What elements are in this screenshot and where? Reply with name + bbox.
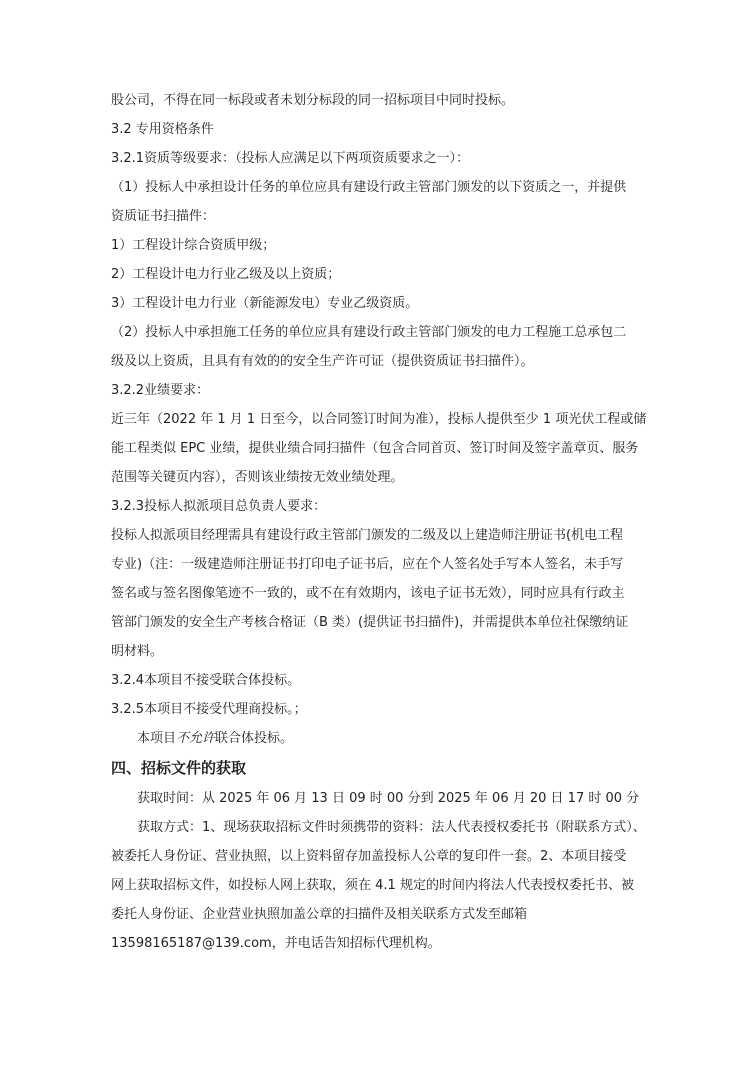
paragraph-line: （1）投标人中承担设计任务的单位应具有建设行政主管部门颁发的以下资质之一，并提供 bbox=[111, 180, 627, 195]
email-line: 13598165187@139.com，并电话告知招标代理机构。 bbox=[111, 936, 441, 951]
paragraph-line: 近三年（2022 年 1 月 1 日至今，以合同签订时间为准），投标人提供至少 1 项光伏工程或储 bbox=[111, 412, 647, 427]
paragraph-line: 资质证书扫描件： bbox=[111, 209, 216, 224]
paragraph-line: 专业)（注：一级建造师注册证书打印电子证书后，应在个人签名处手写本人签名，未手写 bbox=[111, 557, 624, 572]
text-segment: 联合体投标。 bbox=[215, 731, 294, 746]
paragraph-line: 股公司，不得在同一标段或者未划分标段的同一招标项目中同时投标。 bbox=[111, 93, 515, 108]
text-segment: 本项目 bbox=[137, 731, 177, 746]
section-heading-3-2-5: 3.2.5本项目不接受代理商投标。； bbox=[111, 702, 307, 717]
paragraph-line: 范围等关键页内容），否则该业绩按无效业绩处理。 bbox=[111, 470, 404, 485]
paragraph-line: 明材料。 bbox=[111, 644, 164, 659]
paragraph-line: 被委托人身份证、营业执照，以上资料留存加盖投标人公章的复印件一套。2、本项目接受 bbox=[111, 849, 627, 864]
paragraph-line: 获取方式：1、现场获取招标文件时须携带的资料：法人代表授权委托书（附联系方式）、 bbox=[137, 820, 646, 835]
paragraph-line: 网上获取招标文件，如投标人网上获取，须在 4.1 规定的时间内将法人代表授权委托书、被 bbox=[111, 878, 634, 893]
paragraph-line: 签名或与签名图像笔迹不一致的，或不在有效期内，该电子证书无效），同时应具有行政主 bbox=[111, 586, 625, 601]
paragraph-line: 投标人拟派项目经理需具有建设行政主管部门颁发的二级及以上建造师注册证书(机电工程 bbox=[111, 528, 624, 543]
list-item: 3）工程设计电力行业（新能源发电）专业乙级资质。 bbox=[111, 296, 419, 311]
list-item: 2）工程设计电力行业乙级及以上资质； bbox=[111, 267, 341, 282]
list-item: 1）工程设计综合资质甲级； bbox=[111, 238, 276, 253]
paragraph-line: （2）投标人中承担施工任务的单位应具有建设行政主管部门颁发的电力工程施工总承包二 bbox=[111, 325, 627, 340]
section-heading-4: 四、招标文件的获取 bbox=[111, 759, 247, 777]
paragraph-line: 获取时间：从 2025 年 06 月 13 日 09 时 00 分到 2025 年 06 月 20 日 17 时 00 分 bbox=[137, 791, 640, 806]
document-body bbox=[111, 92, 656, 964]
section-heading-3-2-2: 3.2.2业绩要求： bbox=[111, 383, 210, 398]
paragraph-line: 委托人身份证、企业营业执照加盖公章的扫描件及相关联系方式发至邮箱 bbox=[111, 907, 528, 922]
section-heading-3-2-1: 3.2.1资质等级要求：（投标人应满足以下两项资质要求之一）： bbox=[111, 151, 470, 166]
italic-text-segment: 不允许 bbox=[176, 731, 216, 746]
section-heading-3-2-4: 3.2.4本项目不接受联合体投标。 bbox=[111, 673, 301, 688]
section-heading-3-2: 3.2 专用资格条件 bbox=[111, 122, 214, 137]
section-heading-3-2-3: 3.2.3投标人拟派项目总负责人要求： bbox=[111, 499, 327, 514]
paragraph-line: 能工程类似 EPC 业绩，提供业绩合同扫描件（包含合同首页、签订时间及签字盖章页、服务 bbox=[111, 441, 639, 456]
paragraph-line: 级及以上资质，且具有有效的的安全生产许可证（提供资质证书扫描件）。 bbox=[111, 354, 534, 369]
paragraph-line bbox=[111, 730, 656, 747]
paragraph-line: 管部门颁发的安全生产考核合格证（B 类）(提供证书扫描件)，并需提供本单位社保缴纳证 bbox=[111, 615, 629, 630]
